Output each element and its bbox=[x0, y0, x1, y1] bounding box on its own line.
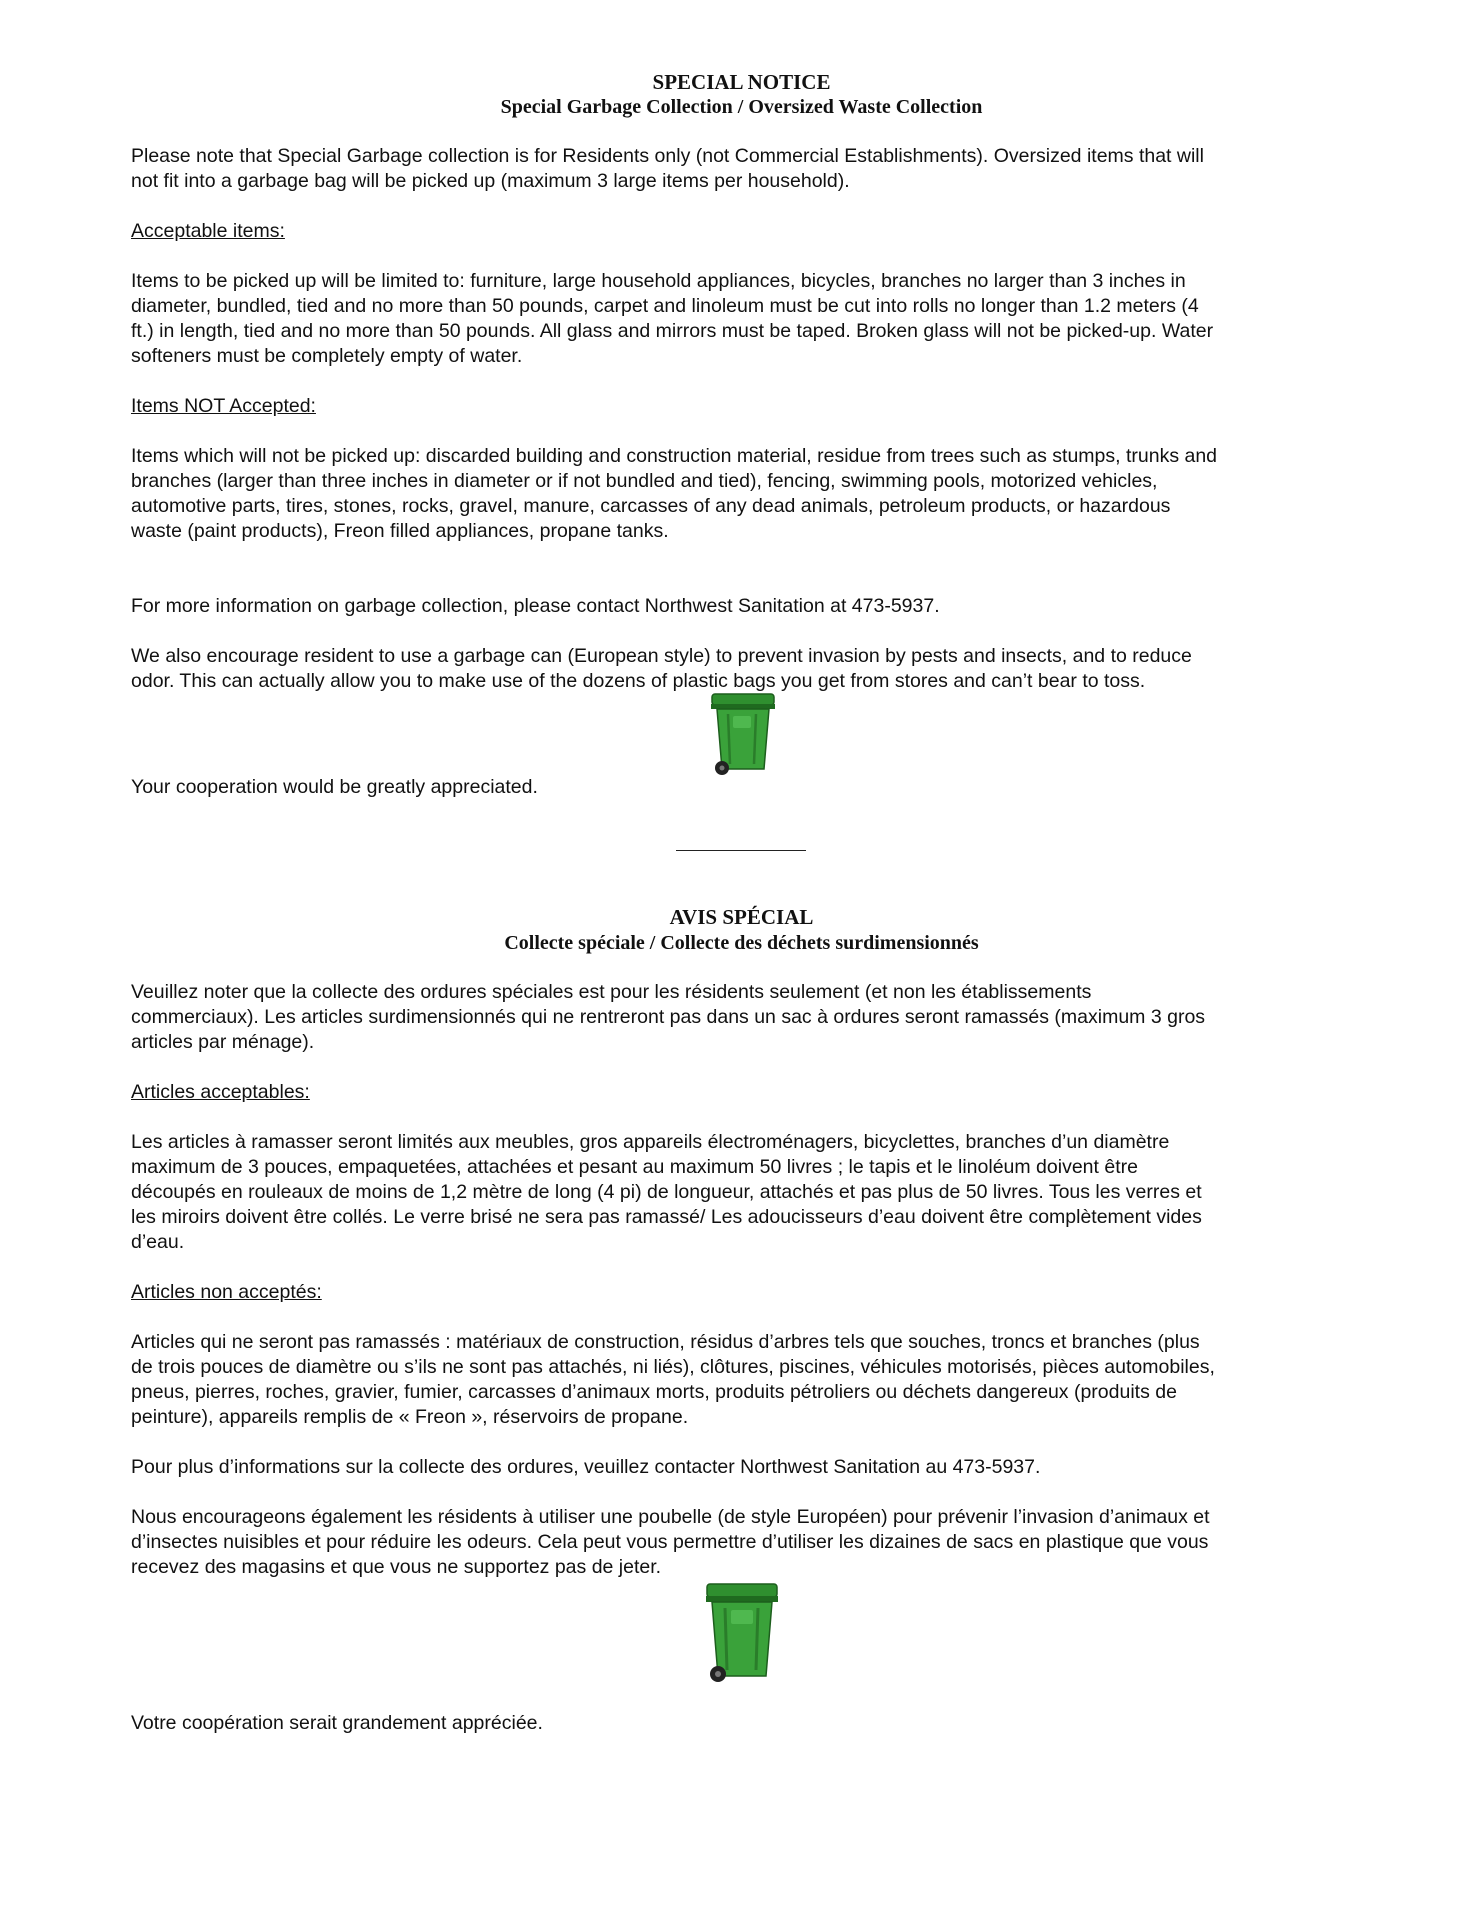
english-not-accepted-heading: Items NOT Accepted: bbox=[131, 395, 316, 417]
english-encourage: We also encourage resident to use a garbage can (European style) to prevent invasion by pests and insects, and to reduce odor. This can actually allow you to make use of the dozens of plastic bags you get from stores and can’t bear to toss. bbox=[131, 645, 1192, 692]
french-acceptable-heading: Articles acceptables: bbox=[131, 1081, 310, 1103]
section-divider bbox=[676, 850, 806, 851]
english-acceptable-text: Items to be picked up will be limited to: furniture, large household appliances, bicycles, branches no larger than 3 inches in diameter, bundled, tied and no more than 50 pounds, carpet and linoleum must be cut into rolls no longer than 1.2 meters (4 ft.) in length, tied and no more than 50 pounds. All glass and mirrors must be taped. Broken glass will not be picked-up. Water softeners must be completely empty of water. bbox=[131, 270, 1214, 367]
french-not-accepted-text: Articles qui ne seront pas ramassés : matériaux de construction, résidus d’arbres tels que souches, troncs et branches (plus de trois pouces de diamètre ou s’ils ne sont pas attachés, ni liés), clôtures, piscines, véhicules motorisés, pièces automobiles, pneus, pierres, roches, gravier, fumier, carcasses d’animaux morts, produits pétroliers ou déchets dangereux (produits de peinture), appareils remplis de « Freon », réservoirs de propane. bbox=[131, 1331, 1215, 1428]
english-acceptable-heading: Acceptable items: bbox=[131, 220, 285, 242]
french-not-accepted-heading: Articles non acceptés: bbox=[131, 1281, 322, 1303]
french-title: AVIS SPÉCIAL bbox=[669, 905, 814, 929]
english-title: SPECIAL NOTICE bbox=[652, 70, 831, 94]
english-not-accepted-text: Items which will not be picked up: discarded building and construction material, residue from trees such as stumps, trunks and branches (larger than three inches in diameter or if not bundled and tied), fencing, swimming pools, motorized vehicles, automotive parts, tires, stones, rocks, gravel, manure, carcasses of any dead animals, petroleum products, or hazardous waste (paint products), Freon filled appliances, propane tanks. bbox=[131, 445, 1218, 542]
french-acceptable-text: Les articles à ramasser seront limités aux meubles, gros appareils électroménagers, bicyclettes, branches d’un diamètre maximum de 3 pouces, empaquetées, attachées et pesant au maximum 50 livres ; le tapis et le linoléum doivent être découpés en rouleaux de moins de 1,2 mètre de long (4 pi) de longueur, attachés et pas plus de 50 livres. Tous les verres et les miroirs doivent être collés. Le verre brisé ne sera pas ramassé/ Les adoucisseurs d’eau doivent être complètement vides d’eau. bbox=[131, 1131, 1202, 1253]
english-contact: For more information on garbage collection, please contact Northwest Sanitation at 473-5937. bbox=[131, 595, 940, 617]
english-closing: Your cooperation would be greatly appreciated. bbox=[131, 776, 538, 798]
french-subtitle: Collecte spéciale / Collecte des déchets surdimensionnés bbox=[504, 932, 979, 954]
garbage-bin-image bbox=[708, 692, 778, 778]
garbage-bin-image-french bbox=[702, 1582, 782, 1686]
english-subtitle: Special Garbage Collection / Oversized Waste Collection bbox=[500, 96, 983, 118]
french-closing: Votre coopération serait grandement appréciée. bbox=[131, 1712, 543, 1734]
french-intro: Veuillez noter que la collecte des ordures spéciales est pour les résidents seulement (et non les établissements commerciaux). Les articles surdimensionnés qui ne rentreront pas dans un sac à ordures seront ramassés (maximum 3 gros articles par ménage). bbox=[131, 981, 1206, 1053]
french-encourage: Nous encourageons également les résidents à utiliser une poubelle (de style Européen) pour prévenir l’invasion d’animaux et d’insectes nuisibles et pour réduire les odeurs. Cela peut vous permettre d’utiliser les dizaines de sacs en plastique que vous recevez des magasins et que vous ne supportez pas de jeter. bbox=[131, 1506, 1210, 1578]
english-intro: Please note that Special Garbage collection is for Residents only (not Commercial Establishments). Oversized items that will not fit into a garbage bag will be picked up (maximum 3 large items per household). bbox=[131, 145, 1204, 192]
french-contact: Pour plus d’informations sur la collecte des ordures, veuillez contacter Northwest Sanitation au 473-5937. bbox=[131, 1456, 1041, 1478]
